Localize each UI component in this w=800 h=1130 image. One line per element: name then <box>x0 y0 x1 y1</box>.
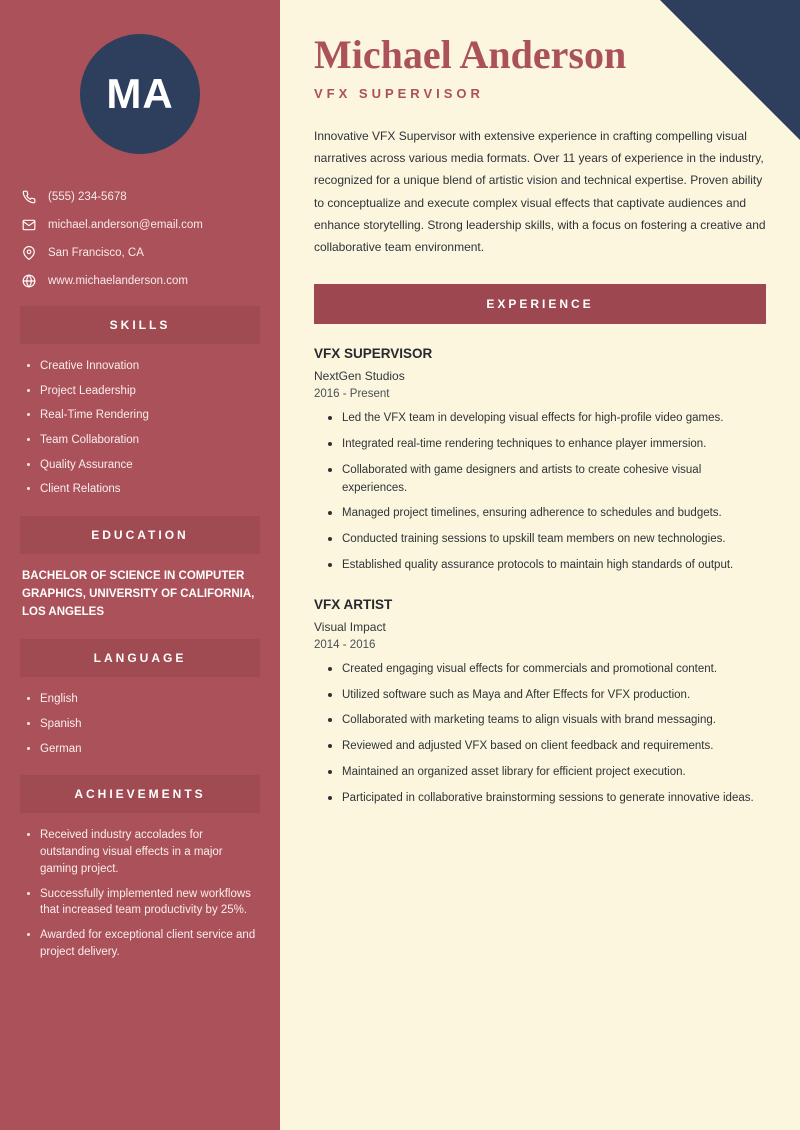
experience-heading: EXPERIENCE <box>486 297 594 312</box>
page-title: Michael Anderson <box>314 32 627 77</box>
list-item: Collaborated with game designers and artists to create cohesive visual experiences. <box>326 462 766 498</box>
job-role-subtitle: VFX SUPERVISOR <box>314 86 484 101</box>
contact-phone-text: (555) 234-5678 <box>48 191 127 203</box>
contact-location <box>22 246 260 260</box>
list-item: English <box>24 691 260 708</box>
job-company: NextGen Studios <box>314 369 405 384</box>
contact-list <box>20 190 260 288</box>
job-title: VFX ARTIST <box>314 596 393 612</box>
contact-phone <box>22 190 260 204</box>
list-item: Received industry accolades for outstanding visual effects in a major gaming project. <box>24 827 260 877</box>
list-item: Quality Assurance <box>24 457 260 474</box>
job-dates: 2014 - 2016 <box>314 638 376 651</box>
education-entry: BACHELOR OF SCIENCE IN COMPUTER GRAPHICS, UNIVERSITY OF CALIFORNIA, LOS ANGELES <box>22 570 255 618</box>
contact-location-text: San Francisco, CA <box>48 247 144 259</box>
envelope-icon <box>22 218 48 232</box>
experience-entry-1 <box>314 346 766 575</box>
list-item: Project Leadership <box>24 383 260 400</box>
job-responsibilities <box>314 661 766 808</box>
job-responsibilities <box>314 410 766 575</box>
list-item: Real-Time Rendering <box>24 407 260 424</box>
location-pin-icon <box>22 246 48 260</box>
skills-heading: SKILLS <box>109 318 171 332</box>
contact-email-text: michael.anderson@email.com <box>48 219 203 231</box>
list-item: Participated in collaborative brainstorming sessions to generate innovative ideas. <box>326 790 766 808</box>
main-content <box>280 0 800 1130</box>
experience-entry-2 <box>314 597 766 808</box>
list-item: Created engaging visual effects for commercials and promotional content. <box>326 661 766 679</box>
achievements-list <box>20 827 260 960</box>
list-item: Managed project timelines, ensuring adherence to schedules and budgets. <box>326 505 766 523</box>
job-dates: 2016 - Present <box>314 388 390 401</box>
list-item: Creative Innovation <box>24 358 260 375</box>
language-list <box>20 691 260 757</box>
list-item: Utilized software such as Maya and After Effects for VFX production. <box>326 687 766 705</box>
globe-icon <box>22 274 48 288</box>
list-item: Established quality assurance protocols to maintain high standards of output. <box>326 557 766 575</box>
profile-summary: Innovative VFX Supervisor with extensive experience in crafting compelling visual narratives across various media formats. Over 11 years of experience in the industry, recognized for a unique blend of artistic vision and technical expertise. Proven ability to conceptualize and execute complex visual effects that captivate audiences and enhance storytelling. Strong leadership skills, with a focus on fostering a creative and collaborative team environment. <box>314 129 766 254</box>
job-company: Visual Impact <box>314 619 386 634</box>
job-title: VFX SUPERVISOR <box>314 346 433 362</box>
list-item: Maintained an organized asset library for efficient project execution. <box>326 764 766 782</box>
list-item: Reviewed and adjusted VFX based on client feedback and requirements. <box>326 738 766 756</box>
list-item: Successfully implemented new workflows that increased team productivity by 25%. <box>24 886 260 919</box>
list-item: German <box>24 741 260 758</box>
contact-website <box>22 274 260 288</box>
list-item: Integrated real-time rendering techniques to enhance player immersion. <box>326 436 766 454</box>
list-item: Collaborated with marketing teams to align visuals with brand messaging. <box>326 712 766 730</box>
achievements-heading: ACHIEVEMENTS <box>74 787 206 802</box>
skills-list <box>20 358 260 498</box>
language-heading: LANGUAGE <box>93 651 187 666</box>
section-header-language <box>20 639 260 677</box>
section-header-skills <box>20 306 260 344</box>
section-header-achievements <box>20 775 260 813</box>
phone-icon <box>22 190 48 204</box>
avatar-wrapper <box>20 34 260 154</box>
section-header-education <box>20 516 260 554</box>
contact-email <box>22 218 260 232</box>
list-item: Team Collaboration <box>24 432 260 449</box>
list-item: Conducted training sessions to upskill team members on new technologies. <box>326 531 766 549</box>
list-item: Spanish <box>24 716 260 733</box>
list-item: Led the VFX team in developing visual effects for high-profile video games. <box>326 410 766 428</box>
education-heading: EDUCATION <box>91 528 189 543</box>
section-header-experience <box>314 284 766 324</box>
sidebar <box>0 0 280 1130</box>
list-item: Client Relations <box>24 481 260 498</box>
avatar: MA <box>80 34 200 154</box>
contact-website-text: www.michaelanderson.com <box>48 275 188 287</box>
list-item: Awarded for exceptional client service and project delivery. <box>24 927 260 960</box>
